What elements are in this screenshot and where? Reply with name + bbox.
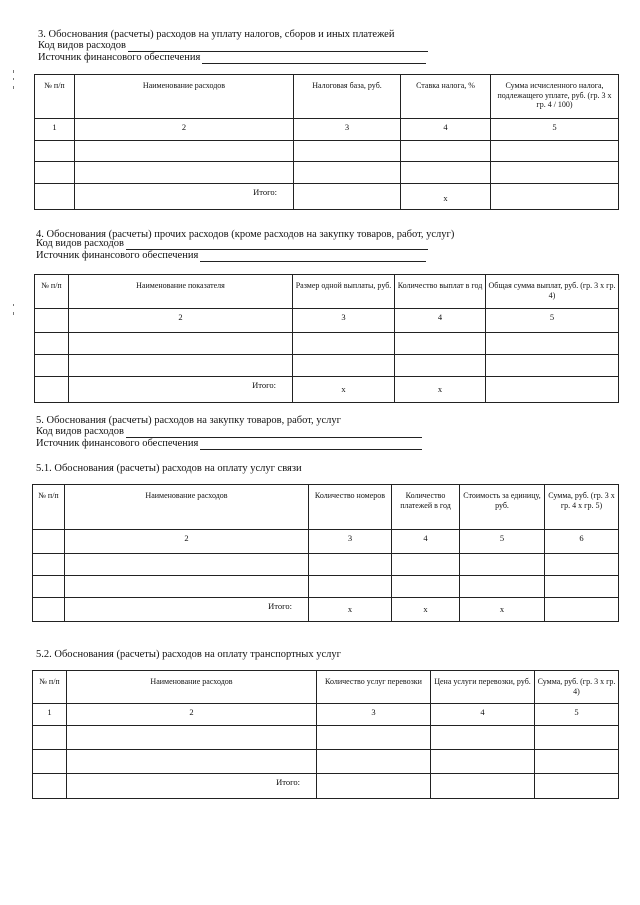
col-number: 6: [545, 530, 619, 554]
cell: [293, 333, 395, 355]
total-x-mark: x: [392, 598, 460, 622]
cell: [535, 726, 619, 750]
col-header: Количество номеров: [309, 485, 392, 530]
total-label: Итого:: [75, 184, 294, 210]
section-4-title: 4. Обоснования (расчеты) прочих расходов (кроме расходов на закупку товаров, работ, услуг): [36, 229, 455, 240]
col-header: Сумма, руб. (гр. 3 х гр. 4): [535, 671, 619, 704]
col-number: 1: [33, 704, 67, 726]
cell: [75, 141, 294, 162]
cell: [35, 184, 75, 210]
total-x-mark: x: [401, 184, 491, 210]
col-header: Количество выплат в год: [395, 275, 486, 309]
total-label: Итого:: [65, 598, 309, 622]
scan-mark: [13, 312, 14, 315]
table-header-row: [33, 671, 619, 704]
cell: [65, 576, 309, 598]
cell: [35, 141, 75, 162]
cell: [33, 726, 67, 750]
source-label: Источник финансового обеспечения: [36, 438, 199, 449]
section-5-1-title: 5.1. Обоснования (расчеты) расходов на оплату услуг связи: [36, 463, 302, 474]
cell: [309, 576, 392, 598]
cell: [293, 355, 395, 377]
source-input-line: [200, 439, 422, 450]
scan-mark: [13, 70, 14, 73]
cell: [395, 355, 486, 377]
cell: [33, 750, 67, 774]
col-number: 1: [35, 119, 75, 141]
total-x-mark: x: [309, 598, 392, 622]
cell: [431, 726, 535, 750]
col-number: 3: [317, 704, 431, 726]
col-header: Сумма, руб. (гр. 3 х гр. 4 х гр. 5): [545, 485, 619, 530]
cell: [317, 774, 431, 799]
col-number: 5: [491, 119, 619, 141]
total-row: [35, 377, 619, 403]
kod-label: Код видов расходов: [36, 426, 124, 437]
col-header: Наименование расходов: [75, 75, 294, 119]
scan-mark: [13, 78, 14, 80]
col-number: 5: [486, 309, 619, 333]
col-header: Наименование расходов: [65, 485, 309, 530]
cell: [401, 162, 491, 184]
cell: [35, 355, 69, 377]
col-number: 4: [431, 704, 535, 726]
table-row: [33, 554, 619, 576]
total-row: [35, 184, 619, 210]
col-number: 4: [401, 119, 491, 141]
cell: [309, 554, 392, 576]
section-3-title: 3. Обоснования (расчеты) расходов на уплату налогов, сборов и иных платежей: [38, 29, 395, 40]
col-header: Цена услуги перевозки, руб.: [431, 671, 535, 704]
col-header: Количество платежей в год: [392, 485, 460, 530]
total-x-mark: x: [460, 598, 545, 622]
section-5-2-table: [32, 670, 619, 799]
col-header: Сумма исчисленного налога, подлежащего уплате, руб. (гр. 3 х гр. 4 / 100): [491, 75, 619, 119]
total-x-mark: x: [395, 377, 486, 403]
cell: [545, 554, 619, 576]
cell: [392, 554, 460, 576]
col-number: 2: [67, 704, 317, 726]
table-row: [33, 750, 619, 774]
col-number: 2: [75, 119, 294, 141]
cell: [317, 726, 431, 750]
source-label: Источник финансового обеспечения: [38, 52, 201, 63]
cell: [35, 377, 69, 403]
total-label: Итого:: [67, 774, 317, 799]
cell: [491, 184, 619, 210]
col-number: 4: [395, 309, 486, 333]
col-number: 2: [65, 530, 309, 554]
col-header: № п/п: [33, 671, 67, 704]
source-label: Источник финансового обеспечения: [36, 250, 199, 261]
table-row: [35, 162, 619, 184]
cell: [35, 333, 69, 355]
cell: [545, 598, 619, 622]
cell: [35, 162, 75, 184]
col-number: 4: [392, 530, 460, 554]
table-header-row: [35, 75, 619, 119]
cell: [33, 774, 67, 799]
cell: [431, 750, 535, 774]
table-header-row: [35, 275, 619, 309]
col-header: № п/п: [35, 275, 69, 309]
cell: [67, 726, 317, 750]
cell: [535, 774, 619, 799]
cell: [35, 309, 69, 333]
col-header: Ставка налога, %: [401, 75, 491, 119]
scan-mark: [13, 304, 14, 306]
source-input-line: [202, 53, 426, 64]
section-3-table: [34, 74, 619, 210]
cell: [491, 141, 619, 162]
cell: [33, 554, 65, 576]
cell: [545, 576, 619, 598]
cell: [486, 355, 619, 377]
total-row: [33, 598, 619, 622]
cell: [75, 162, 294, 184]
cell: [460, 554, 545, 576]
section-4-table: [34, 274, 619, 403]
total-x-mark: x: [293, 377, 395, 403]
section-3-source-line: [38, 51, 426, 64]
cell: [392, 576, 460, 598]
total-label: Итого:: [69, 377, 293, 403]
section-5-1-table: [32, 484, 619, 622]
total-row: [33, 774, 619, 799]
table-row: [35, 141, 619, 162]
col-number: 2: [69, 309, 293, 333]
table-row: [33, 576, 619, 598]
col-header: Общая сумма выплат, руб. (гр. 3 х гр. 4): [486, 275, 619, 309]
cell: [431, 774, 535, 799]
col-header: № п/п: [35, 75, 75, 119]
cell: [294, 162, 401, 184]
table-row: [33, 726, 619, 750]
col-header: Налоговая база, руб.: [294, 75, 401, 119]
cell: [317, 750, 431, 774]
cell: [65, 554, 309, 576]
scan-mark: [13, 86, 14, 89]
kod-label: Код видов расходов: [38, 40, 126, 51]
cell: [69, 333, 293, 355]
cell: [401, 141, 491, 162]
col-number: 3: [294, 119, 401, 141]
cell: [294, 184, 401, 210]
cell: [33, 530, 65, 554]
column-number-row: [35, 309, 619, 333]
col-number: 5: [535, 704, 619, 726]
cell: [395, 333, 486, 355]
cell: [491, 162, 619, 184]
col-number: 5: [460, 530, 545, 554]
column-number-row: [33, 530, 619, 554]
cell: [33, 576, 65, 598]
column-number-row: [33, 704, 619, 726]
section-4-source-line: [36, 249, 426, 262]
section-5-2-title: 5.2. Обоснования (расчеты) расходов на оплату транспортных услуг: [36, 649, 341, 660]
cell: [67, 750, 317, 774]
col-header: Размер одной выплаты, руб.: [293, 275, 395, 309]
table-header-row: [33, 485, 619, 530]
col-number: 3: [309, 530, 392, 554]
cell: [33, 598, 65, 622]
cell: [535, 750, 619, 774]
kod-label: Код видов расходов: [36, 238, 124, 249]
section-5-source-line: [36, 437, 422, 450]
cell: [460, 576, 545, 598]
col-number: 3: [293, 309, 395, 333]
column-number-row: [35, 119, 619, 141]
table-row: [35, 333, 619, 355]
table-row: [35, 355, 619, 377]
source-input-line: [200, 251, 426, 262]
col-header: Количество услуг перевозки: [317, 671, 431, 704]
cell: [486, 377, 619, 403]
cell: [294, 141, 401, 162]
cell: [486, 333, 619, 355]
col-header: Наименование расходов: [67, 671, 317, 704]
col-header: № п/п: [33, 485, 65, 530]
col-header: Стоимость за единицу, руб.: [460, 485, 545, 530]
cell: [69, 355, 293, 377]
section-5-title: 5. Обоснования (расчеты) расходов на закупку товаров, работ, услуг: [36, 415, 341, 426]
col-header: Наименование показателя: [69, 275, 293, 309]
